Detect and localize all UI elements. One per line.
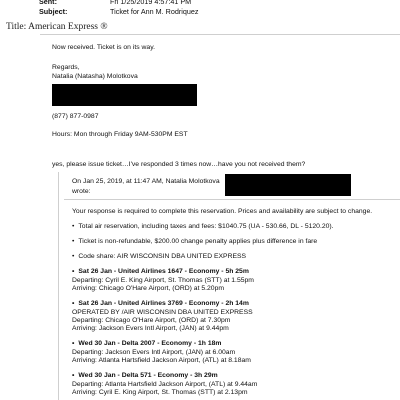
phone-number: (877) 877-0987 bbox=[52, 113, 99, 120]
subject-value: Ticket for Ann M. Rodriquez bbox=[110, 7, 199, 16]
quoted-wrote: wrote: bbox=[72, 188, 91, 195]
segment-3-arrive: Arriving: Atlanta Hartsfield Jackson Airport, (ATL) at 8.18am bbox=[72, 357, 251, 364]
total-fare-line: • Total air reservation, including taxes and fees: $1040.75 (UA - 530.66, DL - 5120.20). bbox=[72, 223, 334, 231]
quote-divider bbox=[64, 199, 400, 200]
quote-bar bbox=[58, 172, 59, 400]
segment-2-depart: Departing: Chicago O'Hare Airport, (ORD) at 7.30pm bbox=[72, 317, 231, 324]
segment-4-depart: Departing: Atlanta Hartsfield Jackson Airport, (ATL) at 9.44am bbox=[72, 381, 258, 388]
segment-3-depart: Departing: Jackson Evers Intl Airport, (JAN) at 6.00am bbox=[72, 349, 236, 356]
signature-name: Natalia (Natasha) Molotkova bbox=[52, 73, 138, 80]
business-hours: Hours: Mon through Friday 9AM-530PM EST bbox=[52, 131, 188, 138]
reservation-notice: Your response is required to complete this reservation. Prices and availability are subject to change. bbox=[72, 208, 373, 215]
redaction-block-email bbox=[225, 174, 351, 196]
sent-label: Sent: bbox=[39, 0, 57, 6]
reply-received-line: Now received. Ticket is on its way. bbox=[52, 44, 155, 51]
segment-3-title: • Wed 30 Jan - Delta 2007 - Economy - 1h 18m bbox=[72, 340, 221, 348]
segment-4-title: • Wed 30 Jan - Delta 571 - Economy - 3h 29m bbox=[72, 372, 218, 380]
segment-1-title: • Sat 26 Jan - United Airlines 1647 - Economy - 5h 25m bbox=[72, 268, 249, 276]
segment-1-depart: Departing: Cyril E. King Airport, St. Thomas (STT) at 1.55pm bbox=[72, 277, 254, 284]
codeshare-line: • Code share: AIR WISCONSIN DBA UNITED EXPRESS bbox=[72, 253, 246, 261]
title-line: Title: American Express ® bbox=[6, 22, 108, 32]
title-divider bbox=[40, 34, 400, 35]
segment-2-title: • Sat 26 Jan - United Airlines 3769 - Economy - 2h 14m bbox=[72, 300, 249, 308]
segment-4-arrive: Arriving: Cyril E. King Airport, St. Thomas (STT) at 2.13pm bbox=[72, 389, 248, 396]
segment-2-arrive: Arriving: Jackson Evers Intl Airport, (JAN) at 9.44pm bbox=[72, 325, 229, 332]
segment-2-operator: OPERATED BY /AIR WISCONSIN DBA UNITED EXPRESS bbox=[72, 309, 253, 316]
subject-label: Subject: bbox=[39, 7, 68, 16]
quoted-intro: On Jan 25, 2019, at 11:47 AM, Natalia Molotkova bbox=[72, 178, 220, 185]
segment-1-arrive: Arriving: Chicago O'Hare Airport, (ORD) at 5.20pm bbox=[72, 285, 225, 292]
reply-issue-ticket: yes, please issue ticket…I've responded 3 times now…have you not received them? bbox=[52, 161, 306, 168]
sent-value: Fri 1/25/2019 4:57:41 PM bbox=[110, 0, 192, 6]
redaction-block bbox=[52, 84, 197, 106]
ticket-terms-line: • Ticket is non-refundable, $200.00 change penalty applies plus difference in fare bbox=[72, 238, 317, 246]
regards-line: Regards, bbox=[52, 64, 80, 71]
